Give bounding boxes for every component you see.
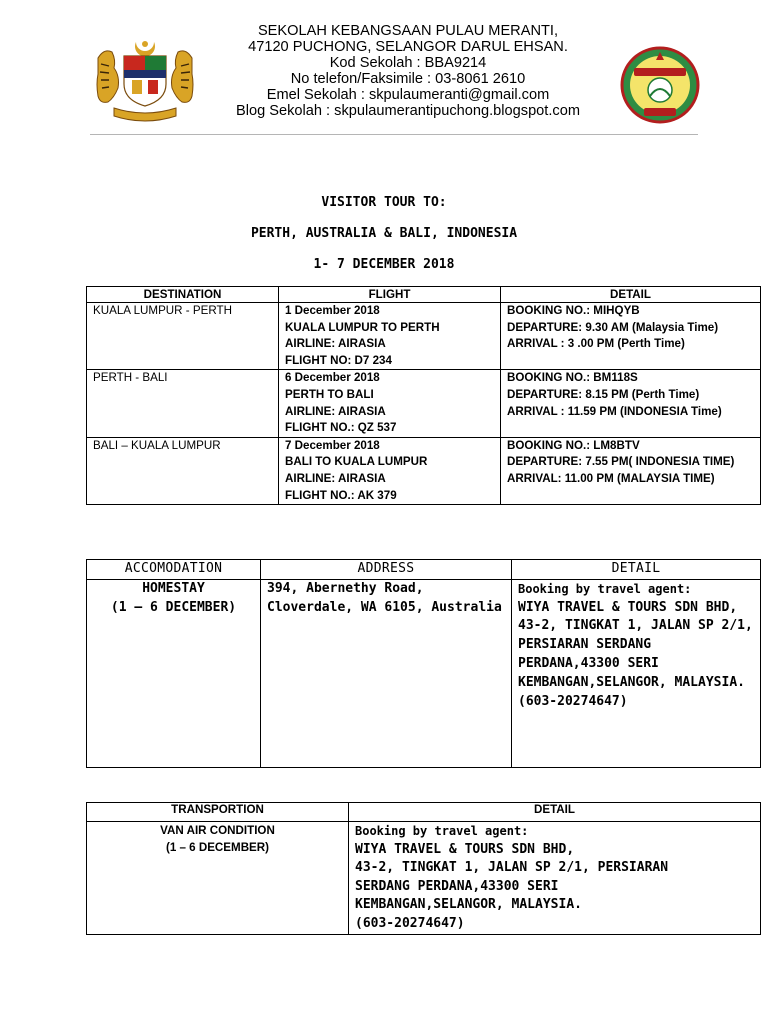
detail-intro: Booking by travel agent:: [355, 824, 529, 838]
table-row: [87, 437, 761, 504]
booking-number: BOOKING NO.: MIHQYB: [507, 304, 640, 317]
table-header-row: [87, 803, 761, 822]
destination-cell: PERTH - BALI: [87, 370, 279, 437]
flight-cell: [279, 303, 501, 370]
table-row: [87, 822, 761, 935]
accommodation-cell: [87, 579, 261, 767]
school-info: [212, 23, 604, 119]
letterhead: [0, 0, 768, 140]
transport-cell: [87, 822, 349, 935]
flight-route: KUALA LUMPUR TO PERTH: [285, 320, 440, 334]
flight-cell: [279, 370, 501, 437]
agent-address-line: 43-2, TINGKAT 1, JALAN SP 2/1, PERSIARAN: [355, 860, 669, 876]
flight-airline: AIRLINE: AIRASIA: [285, 471, 386, 485]
arrival-time: ARRIVAL : 3 .00 PM (Perth Time): [507, 337, 685, 351]
travel-agent-detail: WIYA TRAVEL & TOURS SDN BHD, 43-2, TINGKAT 1, JALAN SP 2/1, PERSIARAN SERDANG PERDANA,43300 SERI KEMBANGAN,SELANGOR, MALAYSIA. (603-20274647): [518, 599, 753, 709]
flight-route: PERTH TO BALI: [285, 387, 374, 401]
tour-destinations: PERTH, AUSTRALIA & BALI, INDONESIA: [250, 226, 518, 241]
accommodation-dates: (1 – 6 DECEMBER): [110, 599, 237, 615]
tour-title: VISITOR TOUR TO:: [321, 195, 447, 210]
school-badge-logo: [620, 46, 700, 124]
flight-date: 6 December 2018: [285, 371, 380, 385]
column-header-accommodation: ACCOMODATION: [87, 560, 261, 580]
departure-time: DEPARTURE: 7.55 PM( INDONESIA TIME): [507, 455, 735, 469]
arrival-time: ARRIVAL: 11.00 PM (MALAYSIA TIME): [507, 471, 715, 485]
column-header-detail: DETAIL: [349, 803, 761, 822]
flight-number: FLIGHT NO.: QZ 537: [285, 421, 397, 435]
state-crest-logo: [92, 38, 198, 122]
school-address: 47120 PUCHONG, SELANGOR DARUL EHSAN.: [248, 39, 568, 55]
destination-cell: BALI – KUALA LUMPUR: [87, 437, 279, 504]
table-row: [87, 579, 761, 767]
detail-cell: [501, 303, 761, 370]
table-header-row: [87, 287, 761, 303]
agent-address-line: SERDANG PERDANA,43300 SERI: [355, 878, 559, 894]
flight-number: FLIGHT NO.: AK 379: [285, 488, 397, 502]
school-blog: Blog Sekolah : skpulaumerantipuchong.blogspot.com: [236, 103, 580, 119]
flight-number: FLIGHT NO: D7 234: [285, 353, 392, 367]
column-header-detail: DETAIL: [501, 287, 761, 303]
school-code: Kod Sekolah : BBA9214: [329, 55, 487, 71]
booking-number: BOOKING NO.: LM8BTV: [507, 438, 640, 452]
detail-cell: [501, 370, 761, 437]
school-phone: No telefon/Faksimile : 03-8061 2610: [290, 71, 526, 87]
detail-cell: [349, 822, 761, 935]
table-row: [87, 303, 761, 370]
flight-cell: [279, 437, 501, 504]
school-email: Emel Sekolah : skpulaumeranti@gmail.com: [266, 87, 550, 103]
agent-phone: (603-20274647): [355, 915, 465, 931]
transport-dates: (1 – 6 DECEMBER): [165, 841, 270, 854]
booking-number: BOOKING NO.: BM118S: [507, 371, 638, 385]
column-header-flight: FLIGHT: [279, 287, 501, 303]
detail-cell: [512, 579, 761, 767]
transport-type: VAN AIR CONDITION: [160, 824, 275, 837]
agent-address-line: KEMBANGAN,SELANGOR, MALAYSIA.: [355, 897, 582, 913]
header-divider: [90, 134, 698, 135]
flight-date: 1 December 2018: [285, 304, 380, 317]
column-header-address: ADDRESS: [261, 560, 512, 580]
destination-cell: KUALA LUMPUR - PERTH: [87, 303, 279, 370]
departure-time: DEPARTURE: 8.15 PM (Perth Time): [507, 387, 700, 401]
table-row: [87, 370, 761, 437]
agent-name: WIYA TRAVEL & TOURS SDN BHD,: [355, 841, 575, 857]
tour-dates: 1- 7 DECEMBER 2018: [313, 257, 455, 272]
accommodation-table: [86, 559, 761, 768]
flight-airline: AIRLINE: AIRASIA: [285, 337, 386, 351]
departure-time: DEPARTURE: 9.30 AM (Malaysia Time): [507, 320, 719, 334]
table-header-row: [87, 560, 761, 580]
transport-table: [86, 802, 761, 935]
school-name: SEKOLAH KEBANGSAAN PULAU MERANTI,: [257, 23, 559, 39]
column-header-destination: DESTINATION: [87, 287, 279, 303]
address-cell: 394, Abernethy Road, Cloverdale, WA 6105, Australia: [261, 579, 512, 767]
arrival-time: ARRIVAL : 11.59 PM (INDONESIA Time): [507, 404, 722, 418]
column-header-transport: TRANSPORTION: [87, 803, 349, 822]
flight-date: 7 December 2018: [285, 438, 380, 452]
flight-table: [86, 286, 761, 505]
accommodation-type: HOMESTAY: [142, 580, 205, 596]
detail-intro: Booking by travel agent:: [518, 581, 692, 596]
flight-airline: AIRLINE: AIRASIA: [285, 404, 386, 418]
detail-cell: [501, 437, 761, 504]
flight-route: BALI TO KUALA LUMPUR: [285, 455, 428, 469]
column-header-detail: DETAIL: [512, 560, 761, 580]
